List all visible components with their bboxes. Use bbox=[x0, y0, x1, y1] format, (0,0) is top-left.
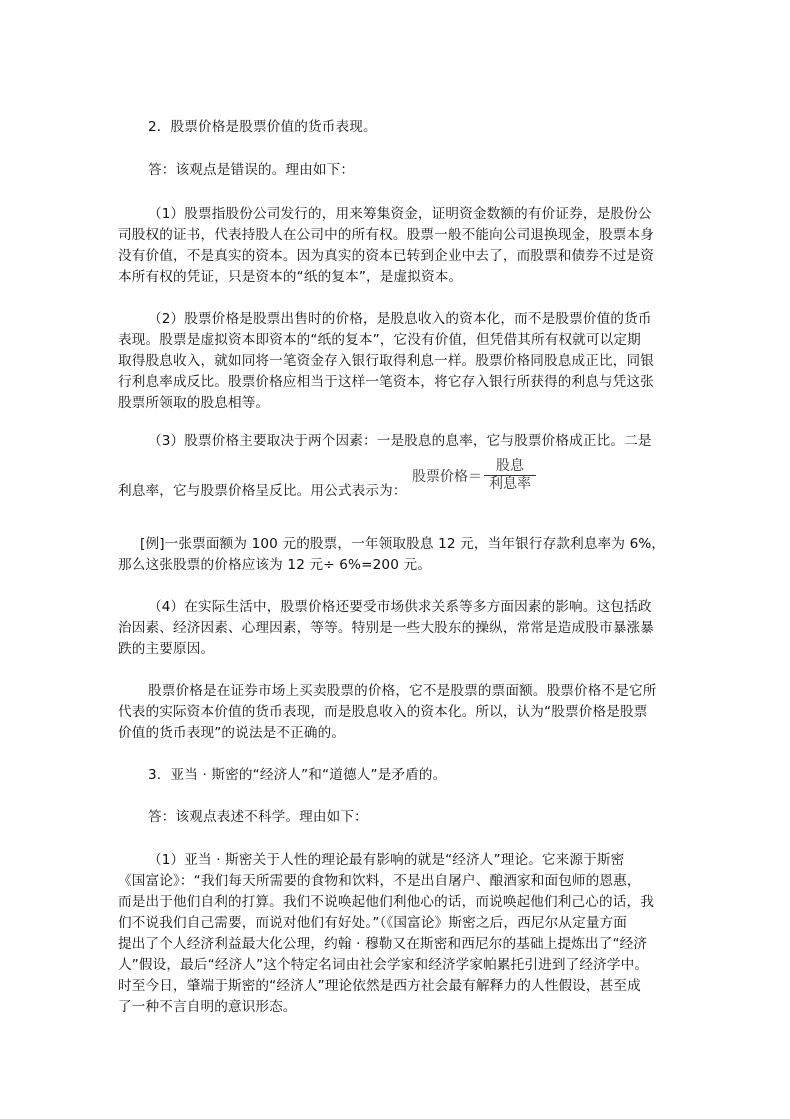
formula-denominator: 利息率 bbox=[489, 476, 531, 492]
text-line: 取得股息收入，就如同将一笔资金存入银行取得利息一样。股票价格同股息成正比，同银 bbox=[118, 353, 655, 369]
text-line: 股票所领取的股息相等。 bbox=[118, 395, 270, 411]
text-line: 利息率，它与股票价格呈反比。用公式表示为： bbox=[118, 483, 407, 499]
text-line: [例]一张票面额为 100 元的股票，一年领取股息 12 元，当年银行存款利息率为 6%， bbox=[140, 536, 666, 552]
text-line: 跌的主要原因。 bbox=[118, 641, 215, 657]
formula-numerator: 股息 bbox=[496, 458, 524, 474]
formula-fraction bbox=[484, 458, 536, 493]
text-line: 表现。股票是虚拟资本即资本的“纸的复本”，它没有价值，但凭借其所有权就可以定期 bbox=[118, 332, 641, 348]
text-line: 2．股票价格是股票价值的货币表现。 bbox=[148, 119, 377, 135]
text-line: 们不说我们自己需要，而说对他们有好处。”（《国富论》斯密之后，西尼尔从定量方面 bbox=[118, 915, 628, 931]
text-line: 行利息率成反比。股票价格应相当于这样一笔资本，将它存入银行所获得的利息与凭这张 bbox=[118, 374, 655, 390]
text-line: 司股权的证书，代表持股人在公司中的所有权。股票一般不能向公司退换现金，股票本身 bbox=[118, 227, 655, 243]
text-line: 没有价值，不是真实的资本。因为真实的资本已转到企业中去了，而股票和债券不过是资 bbox=[118, 248, 655, 264]
text-line: 那么这张股票的价格应该为 12 元÷ 6%=200 元。 bbox=[118, 557, 431, 573]
text-line: （2）股票价格是股票出售时的价格，是股息收入的资本化，而不是股票价值的货币 bbox=[148, 311, 652, 327]
text-line: 而是出于他们自利的打算。我们不说唤起他们利他心的话，而说唤起他们利己心的话，我 bbox=[118, 894, 655, 910]
text-line: 了一种不言自明的意识形态。 bbox=[118, 999, 297, 1015]
text-line: （3）股票价格主要取决于两个因素：一是股息的息率，它与股票价格成正比。二是 bbox=[148, 433, 652, 449]
text-line: 提出了个人经济利益最大化公理，约翰 · 穆勒又在斯密和西尼尔的基础上提炼出了“经济 bbox=[118, 936, 648, 952]
text-line: 治因素、经济因素、心理因素，等等。特别是一些大股东的操纵，常常是造成股市暴涨暴 bbox=[118, 620, 655, 636]
text-line: 3．亚当 · 斯密的“经济人”和“道德人”是矛盾的。 bbox=[148, 767, 447, 783]
text-line: 答：该观点表述不科学。理由如下： bbox=[148, 809, 368, 825]
text-line: 《国富论》：“我们每天所需要的食物和饮料，不是出自屠户、酿酒家和面包师的恩惠， bbox=[118, 873, 641, 889]
text-line: 本所有权的凭证，只是资本的“纸的复本”，是虚拟资本。 bbox=[118, 269, 463, 285]
text-line: （4）在实际生活中，股票价格还要受市场供求关系等多方面因素的影响。这包括政 bbox=[148, 599, 652, 615]
text-line: （1）亚当 · 斯密关于人性的理论最有影响的就是“经济人”理论。它来源于斯密 bbox=[148, 852, 625, 868]
formula-lhs: 股票价格 bbox=[412, 468, 468, 485]
formula-equals: ＝ bbox=[468, 468, 482, 485]
text-line: 价值的货币表现”的说法是不正确的。 bbox=[118, 725, 346, 741]
text-line: 代表的实际资本价值的货币表现，而是股息收入的资本化。所以，认为“股票价格是股票 bbox=[118, 704, 648, 720]
text-line: 股票价格是在证券市场上买卖股票的价格，它不是股票的票面额。股票价格不是它所 bbox=[148, 683, 657, 699]
stock-price-formula bbox=[412, 458, 536, 493]
text-line: 答：该观点是错误的。理由如下： bbox=[148, 162, 355, 178]
text-line: 人”假设，最后“经济人”这个特定名词由社会学家和经济学家帕累托引进到了经济学中。 bbox=[118, 957, 649, 973]
text-line: （1）股票指股份公司发行的，用来筹集资金，证明资金数额的有价证券，是股份公 bbox=[148, 206, 652, 222]
text-line: 时至今日，肇端于斯密的“经济人”理论依然是西方社会最有解释力的人性假设，甚至成 bbox=[118, 978, 641, 994]
